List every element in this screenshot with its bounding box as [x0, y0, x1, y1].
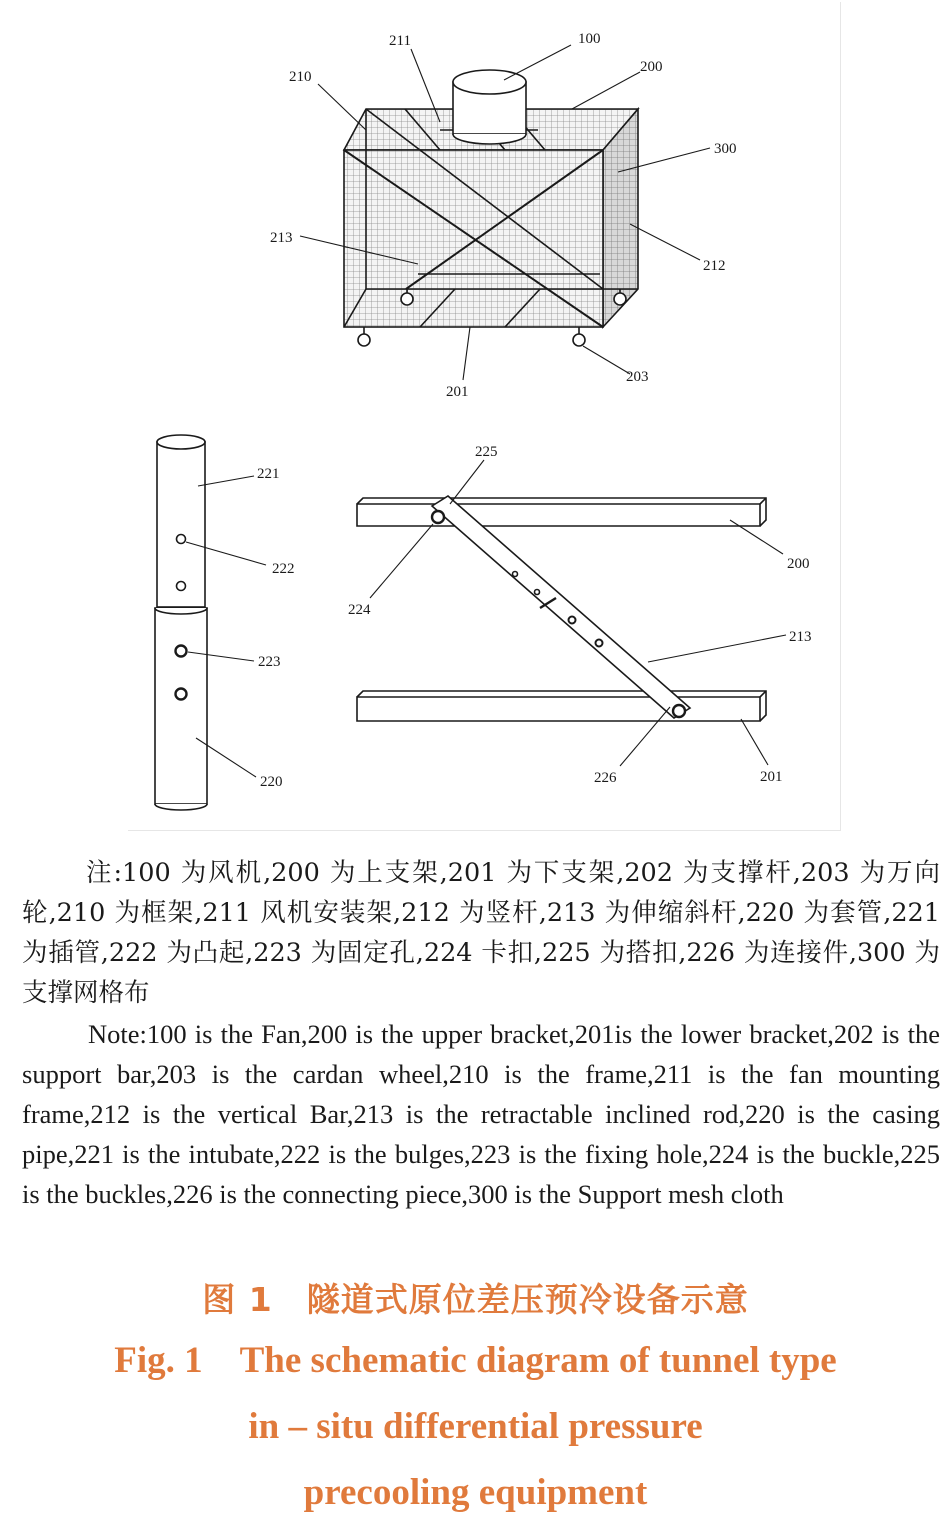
lower-bracket	[357, 691, 766, 721]
fan-icon	[453, 70, 526, 144]
label-223: 223	[258, 654, 281, 670]
schematic-drawing	[128, 2, 840, 830]
label-220: 220	[260, 774, 283, 790]
label-201-bracket: 201	[760, 769, 783, 785]
caption-english-line-3: precooling equipment	[303, 1472, 648, 1513]
telescopic-pipe	[155, 435, 207, 810]
note-english: Note:100 is the Fan,200 is the upper bracket,201is the lower bracket,202 is the support bar,203 is the cardan wheel,210 is the frame,211 is the fan mounting frame,212 is the vertical Bar,213 is the retractable inclined rod,220 is the casing pipe,221 is the intubate,222 is the bulges,223 is the fixing hole,224 is the buckle,225 is the buckles,226 is the connecting piece,300 is the Support mesh cloth	[22, 1019, 940, 1209]
label-225: 225	[475, 444, 498, 460]
label-200: 200	[640, 59, 663, 75]
label-211: 211	[389, 33, 411, 49]
label-100: 100	[578, 31, 601, 47]
inclined-rod	[432, 496, 690, 718]
label-222: 222	[272, 561, 295, 577]
label-212: 212	[703, 258, 726, 274]
label-210: 210	[289, 69, 312, 85]
label-213-rod: 213	[789, 629, 812, 645]
caption-chinese: 图 1 隧道式原位差压预冷设备示意	[202, 1280, 749, 1319]
label-221: 221	[257, 466, 280, 482]
caption-english-line-1: Fig. 1 The schematic diagram of tunnel type	[114, 1340, 837, 1381]
label-300: 300	[714, 141, 737, 157]
upper-bracket	[357, 498, 766, 526]
label-226: 226	[594, 770, 617, 786]
label-201: 201	[446, 384, 469, 400]
note-chinese: 注:100 为风机,200 为上支架,201 为下支架,202 为支撑杆,203 为万向轮,210 为框架,211 风机安装架,212 为竖杆,213 为伸缩斜杆,220 为套管,221 为插管,222 为凸起,223 为固定孔,224 卡扣,225 为搭扣,226 为连接件,300 为支撑网格布	[22, 858, 940, 1008]
label-200-bracket: 200	[787, 556, 810, 572]
figure-panel	[128, 2, 841, 831]
label-224: 224	[348, 602, 371, 618]
label-203: 203	[626, 369, 649, 385]
label-213: 213	[270, 230, 293, 246]
caption-english-line-2: in – situ differential pressure	[248, 1406, 703, 1447]
